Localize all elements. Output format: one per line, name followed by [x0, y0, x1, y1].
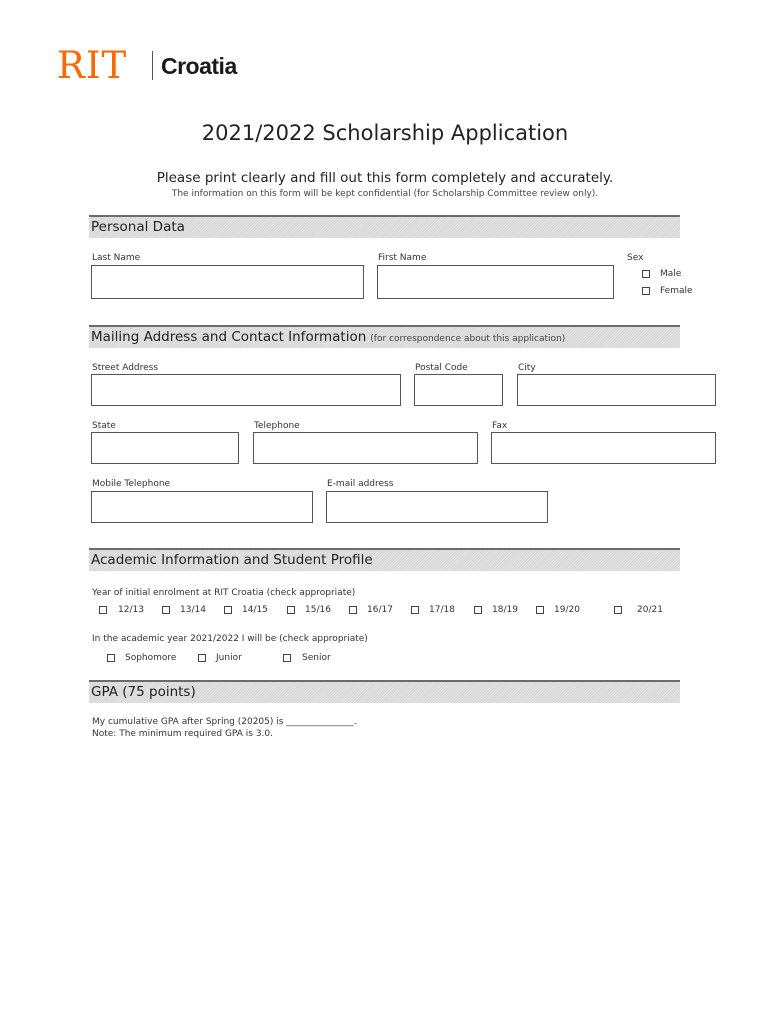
form-title: 2021/2022 Scholarship Application [201, 121, 569, 145]
sophomore-checkbox[interactable] [107, 654, 115, 662]
gpa-statement: My cumulative GPA after Spring (20205) is _______________. [92, 717, 357, 727]
street-address-label: Street Address [92, 363, 159, 373]
senior-checkbox[interactable] [283, 654, 291, 662]
year-label: 14/15 [242, 605, 268, 615]
sex-label: Sex [627, 253, 644, 263]
state-label: State [92, 421, 116, 431]
year-label: 18/19 [492, 605, 518, 615]
first-name-label: First Name [378, 253, 427, 263]
year-label: 16/17 [367, 605, 393, 615]
telephone-label: Telephone [254, 421, 300, 431]
year-checkbox[interactable] [162, 606, 170, 614]
form-subtitle: Please print clearly and fill out this form completely and accurately. [156, 170, 614, 186]
junior-label: Junior [216, 653, 242, 663]
logo-divider [152, 51, 153, 80]
mobile-telephone-label: Mobile Telephone [92, 479, 171, 489]
year-checkbox[interactable] [224, 606, 232, 614]
section-heading-note: (for correspondence about this application) [370, 334, 566, 344]
male-label: Male [660, 269, 682, 279]
section-mailing-address [89, 325, 680, 348]
year-checkbox[interactable] [287, 606, 295, 614]
state-field[interactable] [91, 432, 239, 464]
email-field[interactable] [326, 491, 548, 523]
city-label: City [518, 363, 536, 373]
street-address-field[interactable] [91, 374, 401, 406]
year-checkbox[interactable] [614, 606, 622, 614]
standing-label: In the academic year 2021/2022 I will be (check appropriate) [92, 634, 368, 644]
confidentiality-note: The information on this form will be kept confidential (for Scholarship Committee review only). [171, 189, 599, 199]
section-heading [91, 329, 565, 345]
postal-code-field[interactable] [414, 374, 503, 406]
fax-field[interactable] [491, 432, 716, 464]
senior-label: Senior [302, 653, 331, 663]
logo-rit: RIT [57, 44, 128, 87]
enrolment-year-label: Year of initial enrolment at RIT Croatia (check appropriate) [92, 588, 356, 598]
year-checkbox[interactable] [474, 606, 482, 614]
year-checkbox[interactable] [536, 606, 544, 614]
mobile-telephone-field[interactable] [91, 491, 313, 523]
year-checkbox[interactable] [349, 606, 357, 614]
last-name-label: Last Name [92, 253, 141, 263]
year-checkbox[interactable] [99, 606, 107, 614]
year-label: 15/16 [305, 605, 331, 615]
telephone-field[interactable] [253, 432, 478, 464]
city-field[interactable] [517, 374, 716, 406]
email-label: E-mail address [327, 479, 394, 489]
year-label: 19/20 [554, 605, 580, 615]
male-checkbox[interactable] [642, 270, 650, 278]
female-checkbox[interactable] [642, 287, 650, 295]
section-personal-data [89, 215, 680, 238]
section-heading: Personal Data [91, 219, 185, 235]
fax-label: Fax [492, 421, 508, 431]
year-label: 20/21 [637, 605, 663, 615]
sophomore-label: Sophomore [125, 653, 177, 663]
section-gpa [89, 680, 680, 703]
section-academic-information [89, 548, 680, 571]
logo-croatia: Croatia [161, 53, 237, 79]
year-label: 12/13 [118, 605, 144, 615]
postal-code-label: Postal Code [415, 363, 468, 373]
year-label: 13/14 [180, 605, 206, 615]
section-heading: Academic Information and Student Profile [91, 552, 373, 568]
gpa-minimum-note: Note: The minimum required GPA is 3.0. [92, 729, 274, 739]
section-heading-text: Mailing Address and Contact Information [91, 329, 367, 345]
last-name-field[interactable] [91, 265, 364, 299]
year-label: 17/18 [429, 605, 455, 615]
year-checkbox[interactable] [411, 606, 419, 614]
first-name-field[interactable] [377, 265, 614, 299]
junior-checkbox[interactable] [198, 654, 206, 662]
section-heading: GPA (75 points) [91, 684, 196, 700]
female-label: Female [660, 286, 693, 296]
